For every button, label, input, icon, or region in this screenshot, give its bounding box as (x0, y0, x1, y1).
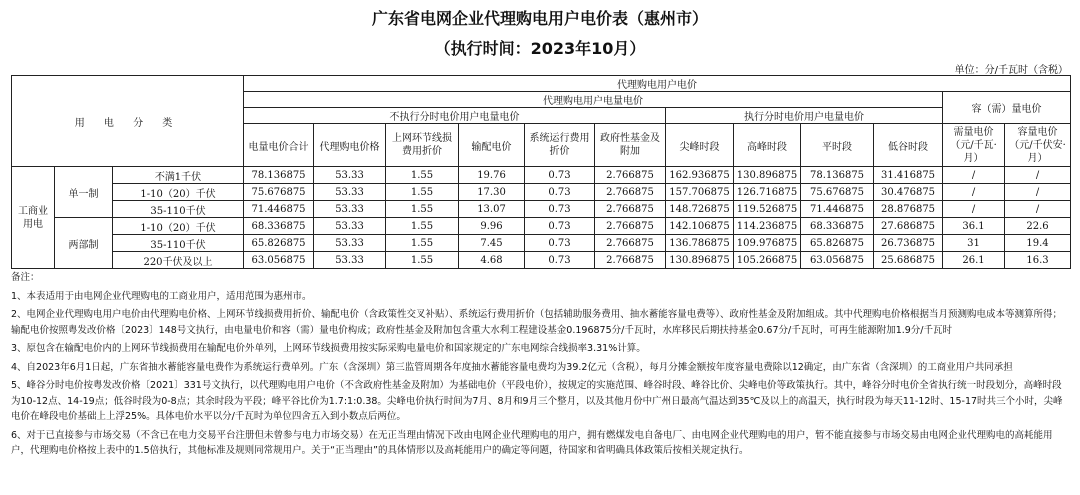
cell-sharp: 148.726875 (666, 201, 734, 218)
cell-flat: 63.056875 (801, 252, 874, 269)
cell-loss: 1.55 (386, 184, 459, 201)
cell-flat: 71.446875 (801, 201, 874, 218)
cell-total: 71.446875 (244, 201, 314, 218)
cell-fund: 2.766875 (595, 252, 666, 269)
table-row (12, 252, 1071, 269)
cell-loss: 1.55 (386, 252, 459, 269)
table-row (12, 201, 1071, 218)
cell-sys: 0.73 (525, 218, 595, 235)
cell-loss: 1.55 (386, 167, 459, 184)
cell-valley: 31.416875 (874, 167, 943, 184)
col-agent-purchase: 代理购电价格 (314, 124, 386, 167)
cell-demand: 36.1 (943, 218, 1005, 235)
cell-agent: 53.33 (314, 218, 386, 235)
header-category: 用 电 分 类 (12, 76, 244, 167)
note-item: 4、自2023年6月1日起，广东省抽水蓄能容量电费作为系统运行费单列。广东（含深圳）第三监管周期各年度抽水蓄能容量电费均为39.2亿元（含税），每月分摊金额按年度容量电费除以12确定，由广东省（含深圳）的工商业用户共同承担 (11, 361, 1013, 373)
cell-agent: 53.33 (314, 235, 386, 252)
group-label: 工商业用电 (12, 167, 55, 269)
cell-trans: 19.76 (459, 167, 525, 184)
cell-capacity: 22.6 (1005, 218, 1071, 235)
cell-fund: 2.766875 (595, 235, 666, 252)
col-system-cost: 系统运行费用折价 (525, 124, 595, 167)
cell-trans: 9.96 (459, 218, 525, 235)
cell-sys: 0.73 (525, 167, 595, 184)
header-agent-energy-price: 代理购电用户电量电价 (244, 92, 943, 108)
page-subtitle: （执行时间：2023年10月） (434, 39, 646, 58)
cell-valley: 28.876875 (874, 201, 943, 218)
cell-peak: 126.716875 (734, 184, 801, 201)
cell-loss: 1.55 (386, 235, 459, 252)
subgroup-label: 单一制 (55, 167, 113, 218)
cell-trans: 4.68 (459, 252, 525, 269)
cell-total: 68.336875 (244, 218, 314, 235)
cell-capacity: 19.4 (1005, 235, 1071, 252)
cell-demand: / (943, 201, 1005, 218)
unit-label: 单位：分/千瓦时（含税） (954, 65, 1068, 76)
table-row (12, 218, 1071, 235)
col-peak: 高峰时段 (734, 124, 801, 167)
cell-flat: 68.336875 (801, 218, 874, 235)
cell-sharp: 130.896875 (666, 252, 734, 269)
cell-flat: 65.826875 (801, 235, 874, 252)
cell-total: 63.056875 (244, 252, 314, 269)
col-total: 电量电价合计 (244, 124, 314, 167)
cell-capacity: / (1005, 201, 1071, 218)
note-item: 2、电网企业代理购电用户电价由代理购电价格、上网环节线损费用折价、输配电价（含政策性交叉补贴）、系统运行费用折价（包括辅助服务费用、抽水蓄能容量电费等）、政府性基金及附加组成。其中代理购电价格根据当月预测购电成本等测算所得；输配电价按照粤发改价格〔2023〕148号文执行，由电量电价和容（需）量电价构成；政府性基金及附加包含重大水利工程建设基金0.196875分/千瓦时，水库移民后期扶持基金0.67分/千瓦时，可再生能源附加1.9分/千瓦时 (11, 309, 1063, 336)
note-item: 6、对于已直接参与市场交易（不含已在电力交易平台注册但未曾参与电力市场交易）在无正当理由情况下改由电网企业代理购电的用户，拥有燃煤发电自备电厂、由电网企业代理购电的用户，暂不能直接参与市场交易由电网企业代理购电的高耗能用户，代理购电价格按上表中的1.5倍执行，其他标准及规则同常规用户。关于“正当理由”的具体情形以及高耗能用户的确定等问题，待国家和省明确具体政策后按相关规定执行。 (11, 429, 1053, 456)
voltage-level: 35-110千伏 (113, 235, 244, 252)
notes-section (11, 270, 1071, 462)
cell-fund: 2.766875 (595, 201, 666, 218)
cell-sharp: 162.936875 (666, 167, 734, 184)
header-capacity: 容（需）量电价 (943, 92, 1071, 124)
cell-agent: 53.33 (314, 201, 386, 218)
cell-capacity: / (1005, 184, 1071, 201)
cell-demand: 31 (943, 235, 1005, 252)
cell-fund: 2.766875 (595, 167, 666, 184)
cell-peak: 119.526875 (734, 201, 801, 218)
col-capacity: 容量电价（元/千伏安·月） (1005, 124, 1071, 167)
col-line-loss: 上网环节线损费用折价 (386, 124, 459, 167)
cell-total: 78.136875 (244, 167, 314, 184)
table-row (12, 167, 1071, 184)
cell-trans: 7.45 (459, 235, 525, 252)
col-fund: 政府性基金及附加 (595, 124, 666, 167)
cell-sys: 0.73 (525, 201, 595, 218)
cell-sys: 0.73 (525, 252, 595, 269)
cell-agent: 53.33 (314, 167, 386, 184)
subgroup-label: 两部制 (55, 218, 113, 269)
voltage-level: 220千伏及以上 (113, 252, 244, 269)
cell-loss: 1.55 (386, 201, 459, 218)
cell-demand: 26.1 (943, 252, 1005, 269)
cell-total: 65.826875 (244, 235, 314, 252)
cell-fund: 2.766875 (595, 218, 666, 235)
cell-trans: 13.07 (459, 201, 525, 218)
cell-fund: 2.766875 (595, 184, 666, 201)
cell-loss: 1.55 (386, 218, 459, 235)
cell-valley: 30.476875 (874, 184, 943, 201)
voltage-level: 不满1千伏 (113, 167, 244, 184)
note-item: 3、原包含在输配电价内的上网环节线损费用在输配电价外单列，上网环节线损费用按实际采购电量电价和国家规定的广东电网综合线损率3.31%计算。 (11, 343, 646, 354)
cell-capacity: / (1005, 167, 1071, 184)
note-item: 5、峰谷分时电价按粤发改价格〔2021〕331号文执行，以代理购电用户电价（不含政府性基金及附加）为基础电价（平段电价），按规定的实施范围、峰谷时段、峰谷比价、尖峰电价等政策执行。其中，峰谷分时电价全省执行统一时段划分，高峰时段为10-12点、14-19点；低谷时段为0-8点；其余时段为平段；峰平谷比价为1.7:1:0.38。尖峰电价执行时间为7月、8月和9月三个整月，以及其他月份中广州日最高气温达到35℃及以上的高温天，执行时段为每天11-12时、15-17时共三个小时，尖峰电价在峰段电价基础上上浮25%。具体电价水平以分/千瓦时为单位四舍五入到小数点后两位。 (11, 380, 1063, 422)
cell-total: 75.676875 (244, 184, 314, 201)
cell-peak: 105.266875 (734, 252, 801, 269)
notes-title: 备注： (11, 272, 40, 283)
page-title: 广东省电网企业代理购电用户电价表（惠州市） (371, 9, 708, 28)
table-row (12, 184, 1071, 201)
cell-sys: 0.73 (525, 235, 595, 252)
cell-sharp: 142.106875 (666, 218, 734, 235)
cell-peak: 109.976875 (734, 235, 801, 252)
cell-valley: 25.686875 (874, 252, 943, 269)
header-agent-price: 代理购电用户电价 (244, 76, 1071, 92)
header-tou: 执行分时电价用户电量电价 (666, 108, 943, 124)
cell-trans: 17.30 (459, 184, 525, 201)
col-sharp: 尖峰时段 (666, 124, 734, 167)
voltage-level: 1-10（20）千伏 (113, 218, 244, 235)
tariff-table (11, 75, 1071, 269)
header-non-tou: 不执行分时电价用户电量电价 (244, 108, 666, 124)
col-demand: 需量电价（元/千瓦·月） (943, 124, 1005, 167)
cell-valley: 26.736875 (874, 235, 943, 252)
cell-agent: 53.33 (314, 252, 386, 269)
cell-flat: 78.136875 (801, 167, 874, 184)
cell-agent: 53.33 (314, 184, 386, 201)
col-transmission: 输配电价 (459, 124, 525, 167)
cell-sharp: 157.706875 (666, 184, 734, 201)
table-row (12, 235, 1071, 252)
voltage-level: 35-110千伏 (113, 201, 244, 218)
cell-valley: 27.686875 (874, 218, 943, 235)
col-flat: 平时段 (801, 124, 874, 167)
table-body (12, 167, 1071, 269)
note-item: 1、本表适用于由电网企业代理购电的工商业用户，适用范围为惠州市。 (11, 290, 312, 302)
voltage-level: 1-10（20）千伏 (113, 184, 244, 201)
cell-capacity: 16.3 (1005, 252, 1071, 269)
cell-peak: 130.896875 (734, 167, 801, 184)
cell-demand: / (943, 167, 1005, 184)
cell-flat: 75.676875 (801, 184, 874, 201)
cell-sys: 0.73 (525, 184, 595, 201)
cell-sharp: 136.786875 (666, 235, 734, 252)
cell-peak: 114.236875 (734, 218, 801, 235)
cell-demand: / (943, 184, 1005, 201)
col-valley: 低谷时段 (874, 124, 943, 167)
